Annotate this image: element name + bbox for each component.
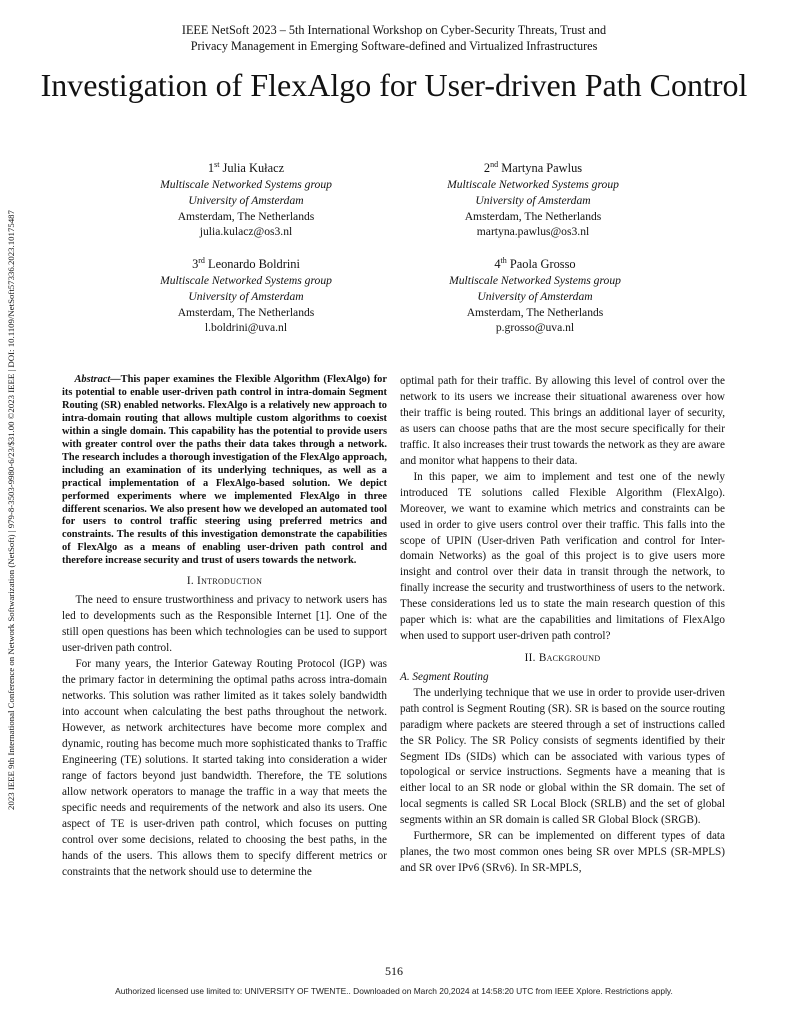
author-university: University of Amsterdam (477, 289, 593, 303)
author-block-2 (383, 157, 683, 240)
doi-sidebar-text: 2023 IEEE 9th International Conference on Network Softwarization (NetSoft) | 979-8-3503-9980-6/23/$31.00 ©2023 IEEE | DOI: 10.1109/NetSoft57336.2023.10175487 (6, 210, 16, 810)
author-location: Amsterdam, The Netherlands (464, 209, 602, 223)
author-email: martyna.pawlus@os3.nl (476, 225, 590, 239)
doi-sidebar (0, 0, 22, 1022)
author-name: Julia Kułacz (222, 161, 285, 176)
author-ordinal: 2 (483, 161, 491, 176)
license-footer: Authorized licensed use limited to: UNIVERSITY OF TWENTE.. Downloaded on March 20,2024 at 14:58:20 UTC from IEEE Xplore. Restrictions apply. (115, 986, 673, 996)
author-university: University of Amsterdam (475, 193, 591, 207)
author-university: University of Amsterdam (188, 289, 304, 303)
author-name: Leonardo Boldrini (208, 257, 300, 272)
author-group: Multiscale Networked Systems group (160, 177, 332, 191)
author-block-3 (96, 253, 396, 336)
abstract (62, 374, 387, 568)
author-email: p.grosso@uva.nl (495, 321, 575, 335)
author-group: Multiscale Networked Systems group (449, 273, 621, 287)
author-name: Paola Grosso (509, 257, 576, 272)
author-ordinal-suffix: th (500, 256, 507, 265)
author-location: Amsterdam, The Netherlands (466, 305, 604, 319)
sr-paragraph-2: Furthermore, SR can be implemented on different types of data planes, the two most common ones being SR over MPLS (SR-MPLS) and SR over IPv6 (SRv6). In SR-MPLS, (400, 830, 725, 875)
author-ordinal: 1 (207, 161, 215, 176)
author-university: University of Amsterdam (188, 193, 304, 207)
conference-line-1: IEEE NetSoft 2023 – 5th International Workshop on Cyber-Security Threats, Trust and (181, 23, 607, 37)
author-group: Multiscale Networked Systems group (160, 273, 332, 287)
author-ordinal: 3 (192, 257, 199, 272)
author-group: Multiscale Networked Systems group (447, 177, 619, 191)
author-block-4 (385, 253, 685, 336)
sr-paragraph-1: The underlying technique that we use in order to provide user-driven path control is Segment Routing (SR). SR is based on the source routing paradigm where packets are steered through a set of instructions called the SR Policy. The SR Policy consists of segments identified by their Segment IDs (SIDs) which can be associated with various types of topological or service instructions. Segments have a meaning that is either local to an SR node or global within the SR domain. The set of local segments is called SR Local Block (SRLB) and the set of global segments within an SR domain is called SR Global Block (SRGB). (400, 686, 725, 827)
subsection-heading-segment-routing: A. Segment Routing (400, 671, 489, 684)
abstract-label: Abstract (74, 374, 111, 385)
conference-line-2: Privacy Management in Emerging Software-defined and Virtualized Infrastructures (190, 39, 598, 53)
author-location: Amsterdam, The Netherlands (177, 305, 315, 319)
section-heading-background: II. Background (524, 652, 601, 665)
intro-paragraph-2: For many years, the Interior Gateway Routing Protocol (IGP) was the primary factor in determining the optimal paths across intra-domain networks. This solution was rather limited as it takes solely bandwidth into account when calculating the best paths throughout the network. However, as network architectures have become more complex and dynamic, routing has become much more sophisticated thanks to Traffic Engineering (TE) solutions. It started taking into consideration a wider range of factors beyond just bandwidth. Therefore, the TE solutions allow network operators to manage the traffic in a way that meets the specific needs and requirements of the network and also its users. One aspect of TE is user-driven path control, which focuses on putting control over some decisions, related to choosing the best paths, in the hands of the users. This allows them to specify different metrics or constraints that the network should use to determine the (62, 658, 387, 878)
author-ordinal-suffix: nd (490, 160, 499, 169)
intro-paragraph-1: The need to ensure trustworthiness and privacy to network users has led to developments such as the Responsible Internet [1]. One of the still open questions has been which technologies can be used to support user-driven path control. (62, 594, 387, 655)
abstract-text: —This paper examines the Flexible Algorithm (FlexAlgo) for its potential to enable user-driven path control in intra-domain Segment Routing (SR) enabled networks. FlexAlgo is a relatively new approach to intra-domain routing that allows multiple custom algorithms to coexist within a single domain. This capability has the potential to provide users with greater control over the paths their data takes through a network. The research includes a thorough investigation of the FlexAlgo approach, including an examination of its underlying techniques, as well as a practical implementation of a FlexAlgo-based solution. We depict performed experiments where we implemented FlexAlgo in three different scenarios. We also present how we developed an automated tool for users to control traffic steering using preferred metrics and constraints. The results of this investigation demonstrate the capabilities of FlexAlgo as a means of enabling user-driven path control and therefore increase security and trust of users towards the network. (62, 374, 387, 567)
author-location: Amsterdam, The Netherlands (177, 209, 315, 223)
paper-title: Investigation of FlexAlgo for User-driven Path Control (40, 67, 748, 103)
author-ordinal-suffix: st (214, 160, 220, 169)
intro-paragraph-4: In this paper, we aim to implement and test one of the newly introduced TE solutions called Flexible Algorithm (FlexAlgo). Moreover, we want to examine which metrics and constraints can be used in order to give users control over their traffic. This falls into the scope of UPIN (User-driven Path verification and control for Inter-domain Networks) as the goal of this project is to give users more insight and control over their data in transit through the network, to finally increase the security and trustworthiness of users to the network. These considerations led us to state the main research question of this paper which is: what are the capabilities and limitations of FlexAlgo when used to support user-driven path control? (400, 470, 725, 643)
left-column (62, 374, 387, 880)
conference-header (100, 22, 688, 54)
author-email: julia.kulacz@os3.nl (199, 225, 293, 239)
author-ordinal-suffix: rd (198, 256, 205, 265)
page-number: 516 (385, 964, 403, 978)
section-heading-introduction: I. Introduction (186, 575, 263, 588)
intro-paragraph-3: optimal path for their traffic. By allowing this level of control over the network to its users we increase their situational awareness over how their traffic is being routed. This brings an additional layer of security, as users can choose paths that are the most secure specifically for their traffic. It also increases their trust towards the network as they are aware and monitor what happens to their data. (400, 375, 725, 467)
author-block-1 (96, 157, 396, 240)
author-name: Martyna Pawlus (501, 161, 583, 176)
author-ordinal: 4 (494, 257, 501, 272)
author-email: l.boldrini@uva.nl (204, 321, 288, 335)
right-column (400, 374, 725, 877)
